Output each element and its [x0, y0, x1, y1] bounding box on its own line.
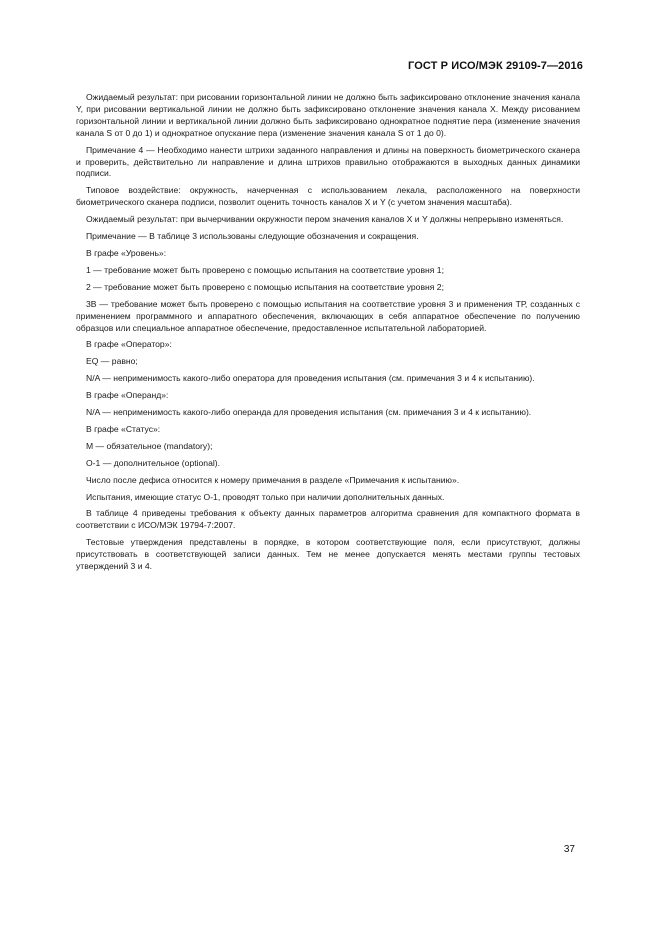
- paragraph-level-1: 1 — требование может быть проверено с помощью испытания на соответствие уровня 1;: [86, 264, 444, 275]
- paragraph-status-heading: В графе «Статус»:: [86, 423, 161, 434]
- paragraph-note-4: Примечание 4 — Необходимо нанести штрихи заданного направления и длины на поверхность биометрического сканера и проверить, действительно ли направление и длина штрихов правильно отображаются в выходных данных динамики подписи.: [76, 144, 580, 179]
- paragraph-operator-eq: EQ — равно;: [86, 356, 138, 367]
- paragraph-operator-heading: В графе «Оператор»:: [86, 339, 172, 350]
- paragraph-note-table-3: Примечание — В таблице 3 использованы следующие обозначения и сокращения.: [86, 231, 419, 242]
- paragraph-typical-action: Типовое воздействие: окружность, начерченная с использованием лекала, расположенного на поверхности биометрического сканера подписи, позволит оценить точность каналов X и Y (с учетом значения масштаба).: [76, 185, 580, 208]
- paragraph-expected-result-circle: Ожидаемый результат: при вычерчивании окружности пером значения каналов X и Y должны непрерывно изменяться.: [86, 214, 564, 225]
- page-number: 37: [563, 844, 575, 855]
- paragraph-table-4: В таблице 4 приведены требования к объекту данных параметров алгоритма сравнения для компактного формата в соответствии с ИСО/МЭК 19794-7:2007.: [76, 508, 580, 531]
- paragraph-level-3b: 3B — требование может быть проверено с помощью испытания на соответствие уровня 3 и применения ТР, созданных с применением программного и аппаратного обеспечения, включающих в себя аппаратное обеспечение по получению образцов или специальное аппаратное обеспечение, предоставленное испытательной лабораторией.: [76, 298, 580, 333]
- paragraph-test-assertions: Тестовые утверждения представлены в порядке, в котором соответствующие поля, если присутствуют, должны присутствовать в соответствующей записи данных. Тем не менее допускается менять местами группы тестовых утверждений 3 и 4.: [76, 537, 580, 572]
- paragraph-o1-tests: Испытания, имеющие статус O-1, проводят только при наличии дополнительных данных.: [86, 491, 445, 502]
- paragraph-dash-number: Число после дефиса относится к номеру примечания в разделе «Примечания к испытанию».: [86, 474, 460, 485]
- paragraph-level-heading: В графе «Уровень»:: [86, 247, 167, 258]
- paragraph-level-2: 2 — требование может быть проверено с помощью испытания на соответствие уровня 2;: [86, 281, 444, 292]
- paragraph-operand-na: N/A — неприменимость какого-либо операнда для проведения испытания (см. примечания 3 и 4 к испытанию).: [86, 407, 532, 418]
- paragraph-status-m: M — обязательное (mandatory);: [86, 440, 213, 451]
- paragraph-expected-result-lines: Ожидаемый результат: при рисовании горизонтальной линии не должно быть зафиксировано отклонение значения канала Y, при рисовании вертикальной линии не должно быть зафиксировано отклонение значения канала X. Между рисованием горизонтальной линии и вертикальной линии должно быть зафиксировано однократное поднятие пера (изменение значения канала S от 0 до 1) и однократное опускание пера (изменение значения канала S от 1 до 0).: [76, 92, 580, 138]
- document-header: ГОСТ Р ИСО/МЭК 29109-7—2016: [408, 60, 583, 72]
- paragraph-operator-na: N/A — неприменимость какого-либо оператора для проведения испытания (см. примечания 3 и 4 к испытанию).: [86, 373, 535, 384]
- document-body: [76, 92, 580, 578]
- paragraph-status-o1: O-1 — дополнительное (optional).: [86, 457, 221, 468]
- paragraph-operand-heading: В графе «Операнд»:: [86, 390, 169, 401]
